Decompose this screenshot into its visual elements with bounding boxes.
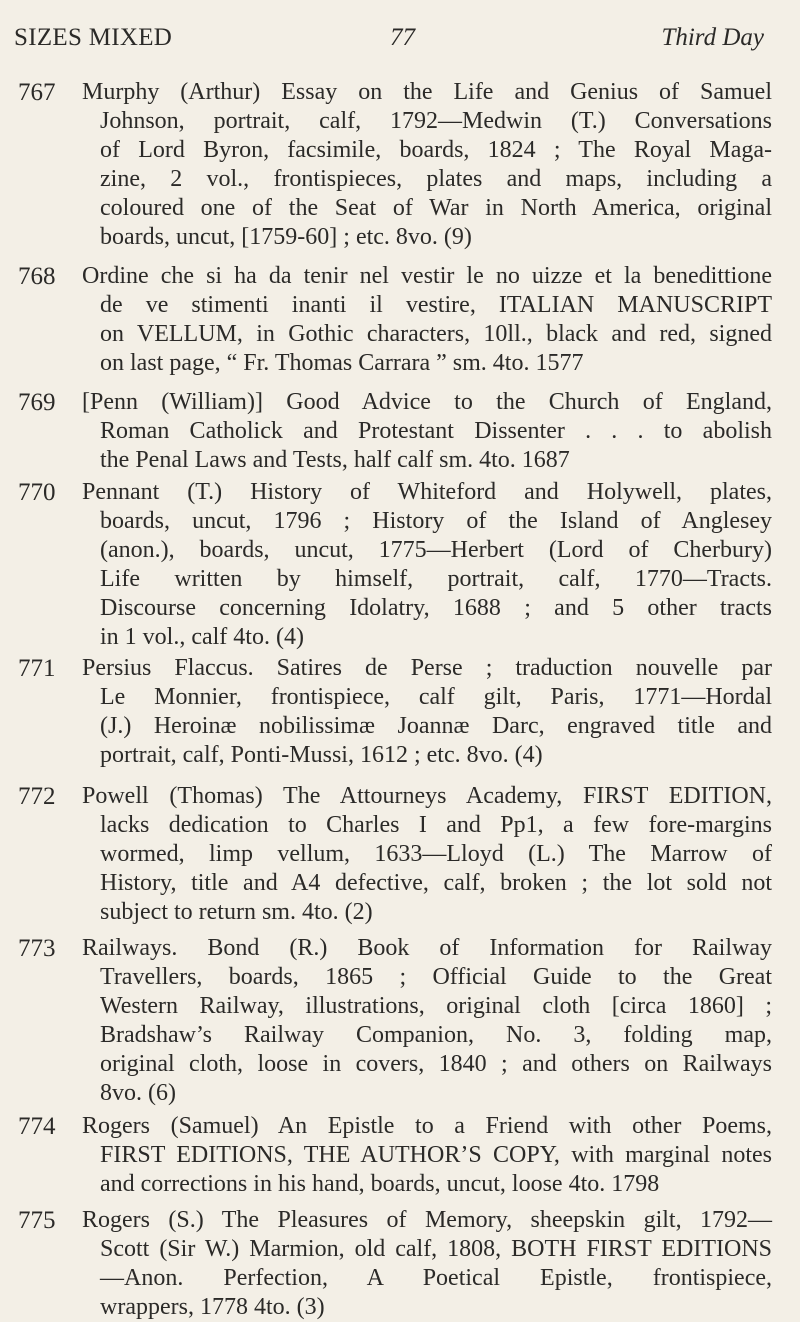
lot-description: [84, 1112, 772, 1199]
lot-description: [84, 782, 772, 927]
description-line: Ordine che si ha da tenir nel vestir le no uizze et la benedittione: [82, 263, 772, 289]
lot-description: [84, 388, 772, 475]
description-line: Persius Flaccus. Satires de Perse ; traduction nouvelle par: [82, 655, 772, 681]
lot-description: [84, 934, 772, 1108]
description-line: Le Monnier, frontispiece, calf gilt, Paris, 1771—Hordal: [100, 684, 772, 710]
description-line: Scott (Sir W.) Marmion, old calf, 1808, BOTH FIRST EDITIONS: [100, 1236, 772, 1262]
description-line: lacks dedication to Charles I and Pp1, a few fore-margins: [100, 812, 772, 838]
description-line: Murphy (Arthur) Essay on the Life and Genius of Samuel: [82, 79, 772, 105]
description-line: wrappers, 1778 4to. (3): [100, 1294, 325, 1320]
lot-number: 768: [18, 263, 56, 290]
description-line: on last page, “ Fr. Thomas Carrara ” sm. 4to. 1577: [100, 350, 584, 376]
lot-number: 771: [18, 655, 56, 682]
description-line: Travellers, boards, 1865 ; Official Guide to the Great: [100, 964, 772, 990]
description-line: 8vo. (6): [100, 1080, 176, 1106]
description-line: boards, uncut, [1759-60] ; etc. 8vo. (9): [100, 224, 472, 250]
description-line: Pennant (T.) History of Whiteford and Holywell, plates,: [82, 479, 772, 505]
description-line: Discourse concerning Idolatry, 1688 ; and 5 other tracts: [100, 595, 772, 621]
description-line: Rogers (S.) The Pleasures of Memory, sheepskin gilt, 1792—: [82, 1207, 772, 1233]
description-line: zine, 2 vol., frontispieces, plates and maps, including a: [100, 166, 772, 192]
running-header: [14, 18, 764, 58]
description-line: (anon.), boards, uncut, 1775—Herbert (Lord of Cherbury): [100, 537, 772, 563]
lot-description: [84, 262, 772, 378]
lot-number: 775: [18, 1207, 56, 1234]
lot-description: [84, 78, 772, 252]
sale-day: Third Day: [661, 24, 764, 51]
description-line: of Lord Byron, facsimile, boards, 1824 ; The Royal Maga-: [100, 137, 772, 163]
description-line: Railways. Bond (R.) Book of Information for Railway: [82, 935, 772, 961]
lot-number: 772: [18, 783, 56, 810]
description-line: wormed, limp vellum, 1633—Lloyd (L.) The Marrow of: [100, 841, 772, 867]
description-line: —Anon. Perfection, A Poetical Epistle, frontispiece,: [100, 1265, 772, 1291]
lot-description: [84, 654, 772, 770]
section-title: SIZES MIXED: [14, 24, 173, 51]
description-line: on VELLUM, in Gothic characters, 10ll., black and red, signed: [100, 321, 772, 347]
lot-number: 774: [18, 1113, 56, 1140]
description-line: Johnson, portrait, calf, 1792—Medwin (T.) Conversations: [100, 108, 772, 134]
description-line: coloured one of the Seat of War in North America, original: [100, 195, 772, 221]
description-line: Life written by himself, portrait, calf, 1770—Tracts.: [100, 566, 772, 592]
lot-number: 767: [18, 79, 56, 106]
description-line: in 1 vol., calf 4to. (4): [100, 624, 304, 650]
lot-number: 773: [18, 935, 56, 962]
description-line: (J.) Heroinæ nobilissimæ Joannæ Darc, engraved title and: [100, 713, 772, 739]
lot-number: 770: [18, 479, 56, 506]
description-line: and corrections in his hand, boards, uncut, loose 4to. 1798: [100, 1171, 660, 1197]
lot-description: [84, 1206, 772, 1322]
description-line: de ve stimenti inanti il vestire, ITALIAN MANUSCRIPT: [100, 292, 772, 318]
description-line: [Penn (William)] Good Advice to the Church of England,: [82, 389, 772, 415]
description-line: subject to return sm. 4to. (2): [100, 899, 373, 925]
description-line: original cloth, loose in covers, 1840 ; and others on Railways: [100, 1051, 772, 1077]
lot-number: 769: [18, 389, 56, 416]
description-line: Bradshaw’s Railway Companion, No. 3, folding map,: [100, 1022, 772, 1048]
lot-description: [84, 478, 772, 652]
description-line: portrait, calf, Ponti-Mussi, 1612 ; etc. 8vo. (4): [100, 742, 543, 768]
description-line: FIRST EDITIONS, THE AUTHOR’S COPY, with marginal notes: [100, 1142, 772, 1168]
description-line: Rogers (Samuel) An Epistle to a Friend with other Poems,: [82, 1113, 772, 1139]
description-line: Roman Catholick and Protestant Dissenter . . . to abolish: [100, 418, 772, 444]
description-line: boards, uncut, 1796 ; History of the Island of Anglesey: [100, 508, 772, 534]
description-line: History, title and A4 defective, calf, broken ; the lot sold not: [100, 870, 772, 896]
description-line: the Penal Laws and Tests, half calf sm. 4to. 1687: [100, 447, 570, 473]
description-line: Powell (Thomas) The Attourneys Academy, FIRST EDITION,: [82, 783, 772, 809]
page-number: 77: [390, 24, 415, 51]
description-line: Western Railway, illustrations, original cloth [circa 1860] ;: [100, 993, 772, 1019]
